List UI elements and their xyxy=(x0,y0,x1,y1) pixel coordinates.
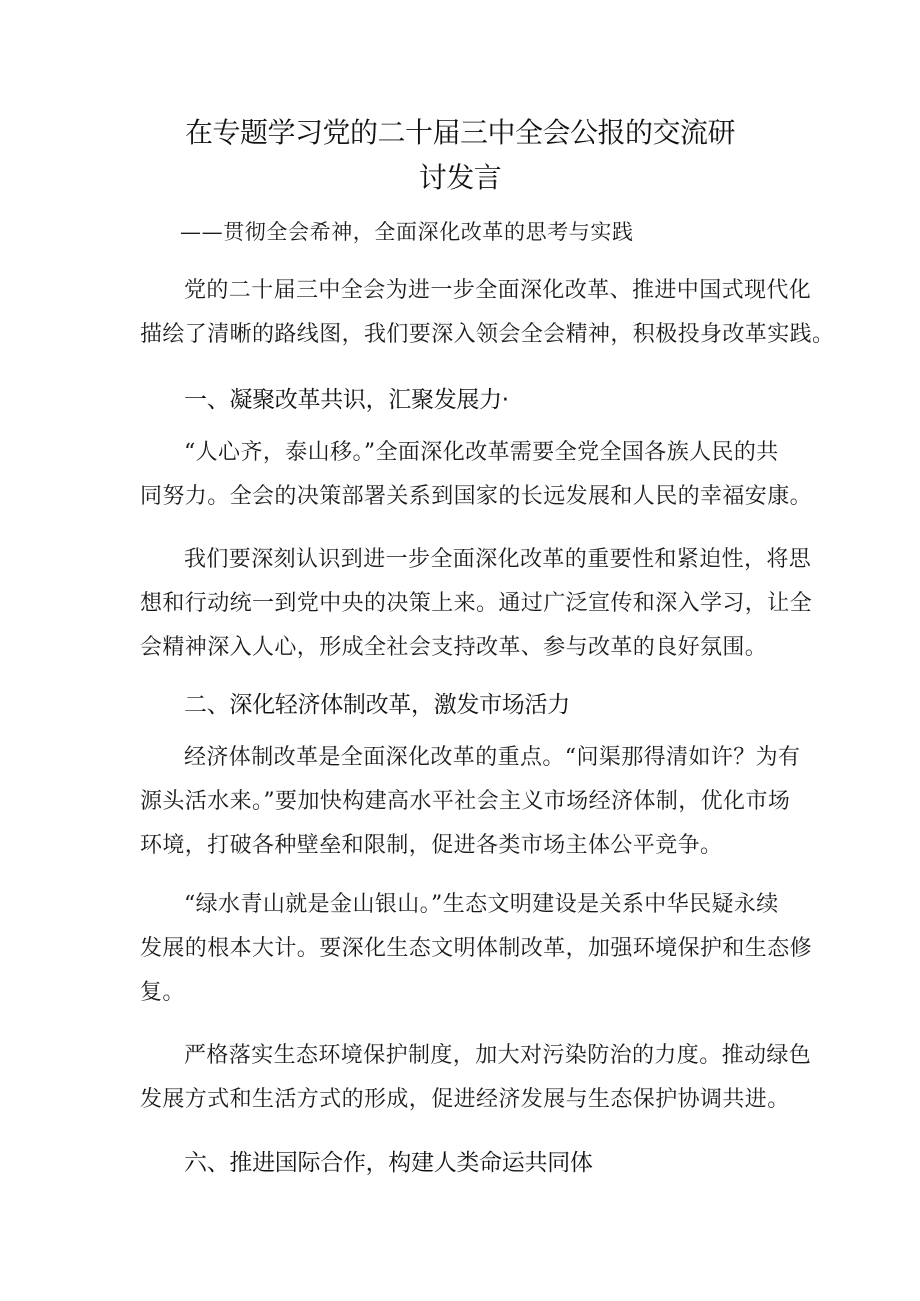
text-line: 严格落实生态环境保护制度，加大对污染防治的力度。推动绿色 xyxy=(184,1043,812,1068)
text-line: 党的二十届三中全会为进一步全面深化改革、推进中国式现代化 xyxy=(184,278,812,303)
text-line: 发展的根本大计。要深化生态文明体制改革，加强环境保护和生态修 xyxy=(140,936,813,961)
section2-paragraph-1 xyxy=(140,736,800,868)
section-heading-1: 一、凝聚改革共识，汇聚发展力· xyxy=(184,387,509,413)
text-line: 描绘了清晰的路线图，我们要深入领会全会精神，积极投身改革实践。 xyxy=(140,322,835,347)
subtitle: ——贯彻全会希神，全面深化改革的思考与实践 xyxy=(180,220,634,244)
text-line: 复。 xyxy=(140,980,185,1005)
section2-paragraph-2 xyxy=(140,883,813,1015)
text-line: “绿水青山就是金山银山。”生态文明建设是关系中华民疑永续 xyxy=(184,892,779,917)
text-line: 源头活水来。”要加快构建高水平社会主义市场经济体制，优化市场 xyxy=(140,789,791,814)
text-line: 会精神深入人心，形成全社会支持改革、参与改革的良好氛围。 xyxy=(140,635,768,660)
section1-paragraph-2 xyxy=(140,538,813,670)
section-heading-6: 六、推进国际合作，构建人类命运共同体 xyxy=(184,1150,593,1176)
text-line: 同努力。全会的决策部署关系到国家的长远发展和人民的幸福安康。 xyxy=(140,484,813,509)
text-line: 我们要深刻认识到进一步全面深化改革的重要性和紧迫性，将思 xyxy=(184,547,812,572)
text-line: 想和行动统一到党中央的决策上来。通过广泛宣传和深入学习，让全 xyxy=(140,591,813,616)
section-heading-2: 二、深化轻济体制改革，激发市场活力 xyxy=(184,692,570,718)
text-line: 发展方式和生活方式的形成，促进经济发展与生态保护协调共进。 xyxy=(140,1087,790,1112)
title-line-2: 讨发言 xyxy=(418,161,502,194)
section2-paragraph-3 xyxy=(140,1034,812,1122)
text-line: “人心齐，泰山移。”全面深化改革需要全党全国各族人民的共 xyxy=(184,440,779,465)
text-line: 环境，打破各种壁垒和限制，促进各类市场主体公平竞争。 xyxy=(140,833,723,858)
intro-paragraph xyxy=(140,269,835,357)
section1-paragraph-1 xyxy=(140,431,813,519)
title-line-1: 在专题学习党的二十届三中全会公报的交流研 xyxy=(184,116,735,149)
text-line: 经济体制改革是全面深化改革的重点。“问渠那得清如许？为有 xyxy=(184,745,801,770)
